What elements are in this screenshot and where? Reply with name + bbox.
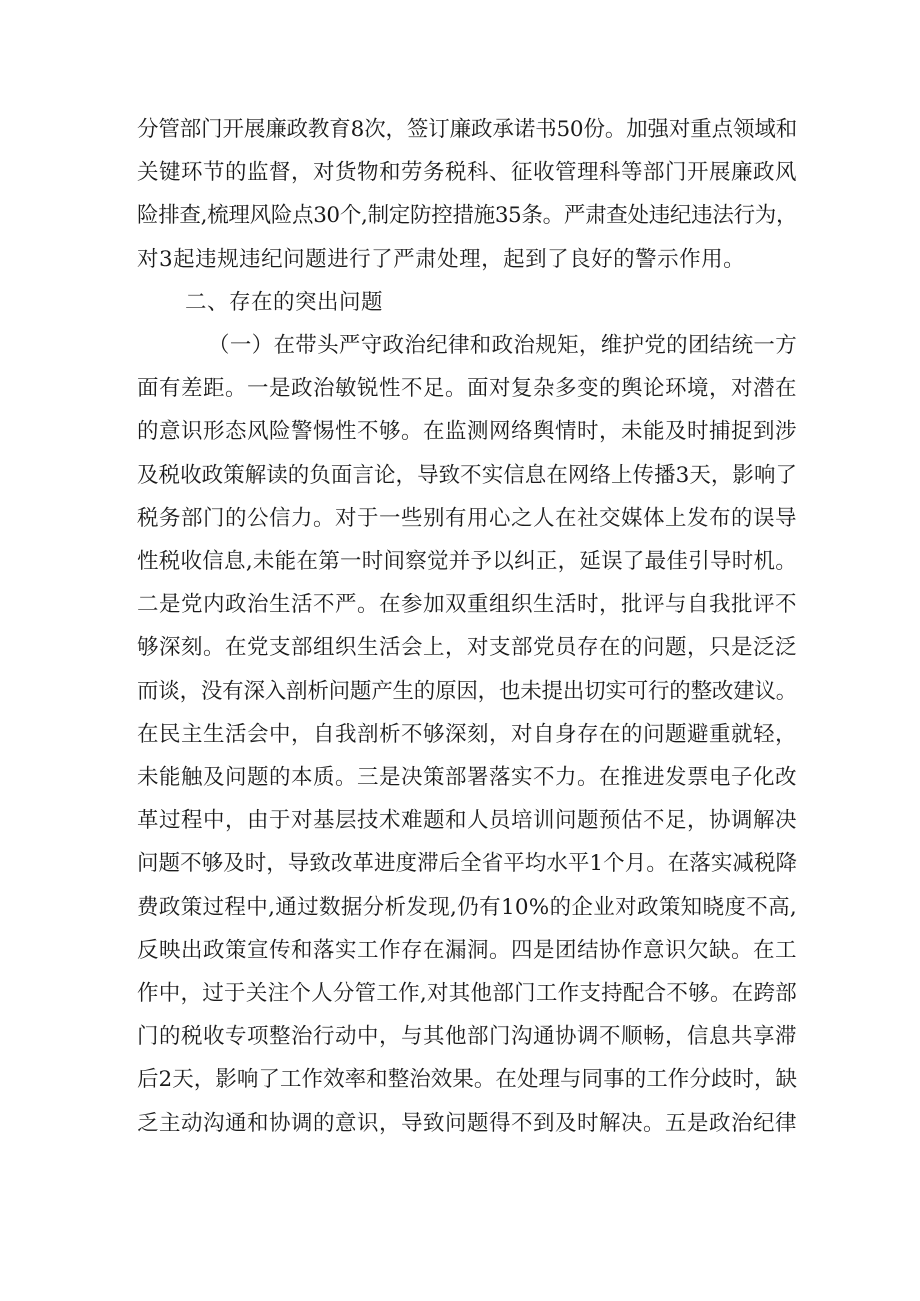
- paragraph-line: 而谈，没有深入剖析问题产生的原因，也未提出切实可行的整改建议。: [137, 679, 797, 704]
- paragraph-line: 作中，过于关注个人分管工作,对其他部门工作支持配合不够。在跨部: [137, 981, 797, 1006]
- paragraph-line: 乏主动沟通和协调的意识，导致问题得不到及时解决。五是政治纪律: [137, 1111, 798, 1136]
- paragraph-line: 关键环节的监督，对货物和劳务税科、征收管理科等部门开展廉政风: [137, 160, 798, 185]
- paragraph-line: 未能触及问题的本质。三是决策部署落实不力。在推进发票电子化改: [137, 765, 798, 790]
- paragraph-line: （一）在带头严守政治纪律和政治规矩，维护党的团结统一方: [208, 333, 797, 358]
- paragraph-line: 的意识形态风险警惕性不够。在监测网络舆情时，未能及时捕捉到涉: [137, 419, 798, 444]
- paragraph-line: 后2天，影响了工作效率和整治效果。在处理与同事的工作分歧时，缺: [137, 1067, 797, 1092]
- paragraph-line: 面有差距。一是政治敏锐性不足。面对复杂多变的舆论环境，对潜在: [137, 376, 798, 401]
- paragraph-line: 及税收政策解读的负面言论，导致不实信息在网络上传播3天，影响了: [137, 463, 797, 488]
- paragraph-line: 问题不够及时，导致改革进度滞后全省平均水平1个月。在落实减税降: [137, 851, 797, 876]
- paragraph-line: 够深刻。在党支部组织生活会上，对支部党员存在的问题，只是泛泛: [137, 635, 798, 660]
- paragraph-line: 反映出政策宣传和落实工作存在漏洞。四是团结协作意识欠缺。在工: [137, 938, 798, 963]
- paragraph-line: 税务部门的公信力。对于一些别有用心之人在社交媒体上发布的误导: [137, 506, 798, 531]
- paragraph-line: 革过程中，由于对基层技术难题和人员培训问题预估不足，协调解决: [137, 808, 798, 833]
- paragraph-line: 在民主生活会中，自我剖析不够深刻，对自身存在的问题避重就轻，: [137, 722, 798, 747]
- paragraph-line: 险排查,梳理风险点30个,制定防控措施35条。严肃查处违纪违法行为，: [137, 203, 797, 228]
- paragraph-line: 费政策过程中,通过数据分析发现,仍有10%的企业对政策知晓度不高,: [137, 895, 797, 920]
- paragraph-line: 性税收信息,未能在第一时间察觉并予以纠正，延误了最佳引导时机。: [137, 549, 797, 574]
- section-heading: 二、存在的突出问题: [185, 290, 384, 315]
- paragraph-line: 分管部门开展廉政教育8次，签订廉政承诺书50份。加强对重点领域和: [137, 117, 797, 142]
- paragraph-line: 门的税收专项整治行动中，与其他部门沟通协调不顺畅，信息共享滞: [137, 1024, 798, 1049]
- paragraph-line: 二是党内政治生活不严。在参加双重组织生活时，批评与自我批评不: [137, 592, 798, 617]
- paragraph-line: 对3起违规违纪问题进行了严肃处理，起到了良好的警示作用。: [137, 247, 746, 272]
